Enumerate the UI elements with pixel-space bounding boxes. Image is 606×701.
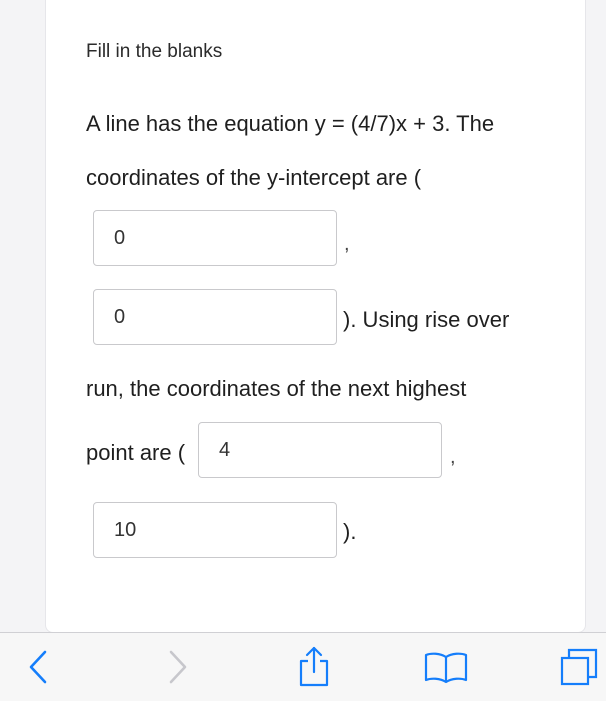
- bookmarks-button[interactable]: [420, 633, 472, 701]
- question-line-2: coordinates of the y-intercept are (: [86, 165, 422, 190]
- question-line-1: A line has the equation y = (4/7)x + 3. The: [86, 111, 495, 136]
- share-icon: [297, 645, 331, 689]
- question-line-4: point are (: [86, 440, 186, 465]
- share-button[interactable]: [291, 633, 337, 701]
- question-closing: ).: [343, 519, 357, 544]
- browser-toolbar: [0, 632, 606, 701]
- comma-separator-2: ,: [450, 446, 456, 468]
- tabs-icon: [558, 646, 600, 688]
- back-button[interactable]: [18, 633, 58, 701]
- question-line-3: run, the coordinates of the next highest: [86, 376, 467, 401]
- chevron-left-icon: [27, 650, 49, 684]
- blank-intercept-y-input[interactable]: [93, 289, 337, 345]
- chevron-right-icon: [167, 650, 189, 684]
- blank-intercept-x-input[interactable]: [93, 210, 337, 266]
- question-heading: Fill in the blanks: [86, 41, 223, 62]
- tabs-button[interactable]: [556, 633, 602, 701]
- blank-next-x-input[interactable]: [198, 422, 442, 478]
- comma-separator: ,: [344, 233, 350, 255]
- question-line-after-blank-2: ). Using rise over: [343, 307, 510, 332]
- blank-next-y-input[interactable]: [93, 502, 337, 558]
- book-icon: [423, 650, 469, 684]
- forward-button[interactable]: [158, 633, 198, 701]
